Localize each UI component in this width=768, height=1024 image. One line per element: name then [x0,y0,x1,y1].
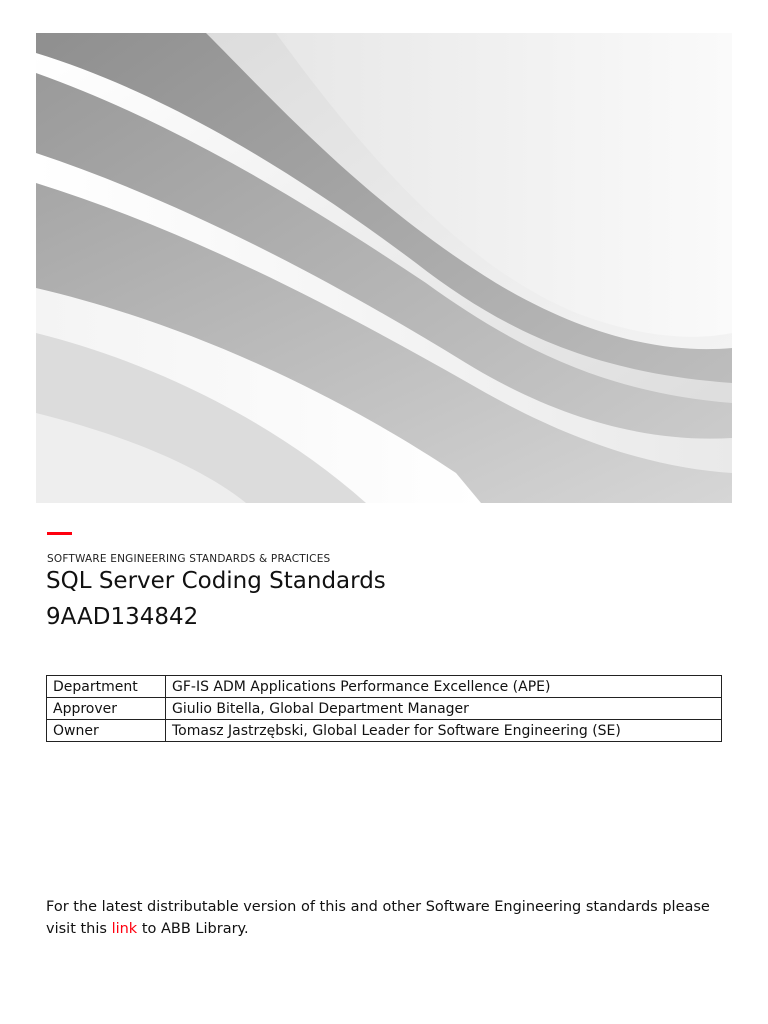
owner-value: Tomasz Jastrzębski, Global Leader for Software Engineering (SE) [166,720,722,742]
footer-note [46,896,736,940]
department-value: GF-IS ADM Applications Performance Excellence (APE) [166,676,722,698]
accent-bar [47,532,72,535]
department-label: Department [47,676,166,698]
abstract-waves-graphic [36,33,732,503]
owner-label: Owner [47,720,166,742]
footer-text-before: For the latest distributable version of this and other Software Engineering standards please visit this [46,898,710,937]
cover-image [36,33,732,503]
document-title: SQL Server Coding Standards [46,568,386,594]
footer-text-after: to ABB Library. [137,920,249,937]
table-row [47,676,722,698]
approver-value: Giulio Bitella, Global Department Manager [166,698,722,720]
document-number: 9AAD134842 [46,604,199,630]
document-info-table [46,675,722,742]
table-row [47,698,722,720]
table-row [47,720,722,742]
approver-label: Approver [47,698,166,720]
document-category: SOFTWARE ENGINEERING STANDARDS & PRACTICES [47,553,331,565]
abb-library-link[interactable]: link [111,920,138,937]
